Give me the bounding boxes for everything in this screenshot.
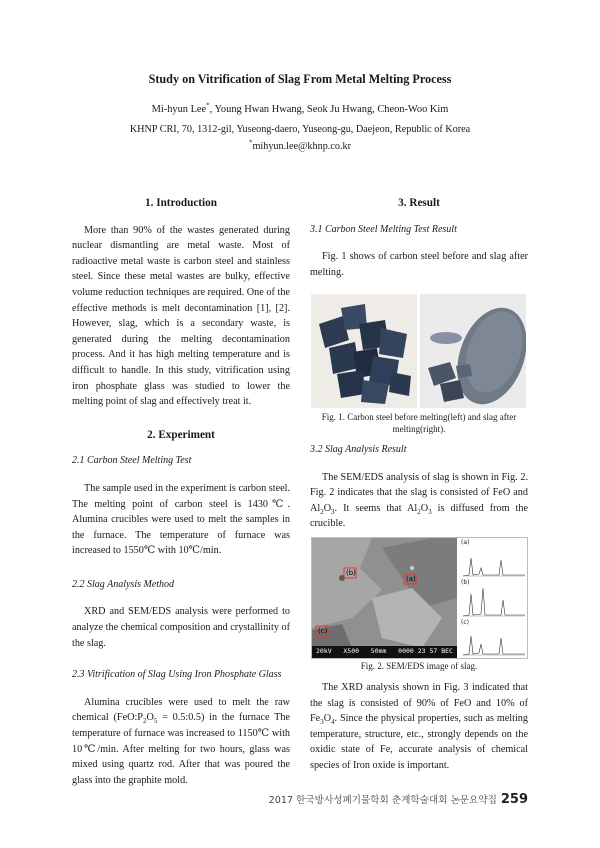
eds-label-b: (b) (461, 579, 470, 586)
section-2-3-paragraph: Alumina crucibles were used to melt the raw chemical ($FeO:P_2O_5$ = 0.5:0.5) in the furnace The temperature of furnace was increased to 1150℃ with 10℃/min. After melting for two hours, glass was mixed using quartz rod. After that was poured the glass into the graphite mold. (72, 696, 291, 786)
fig2-sem-eds-figure (311, 537, 528, 659)
sem-scalebar-text: 20kV X500 50mm 0000 23 57 BEC (316, 647, 453, 655)
eds-spectra-plots (459, 538, 527, 658)
affiliation: KHNP CRI, 70, 1312-gil, Yuseong-daero, Yuseong-gu, Daejeon, Republic of Korea (129, 124, 471, 135)
page-footer (269, 792, 528, 807)
authors (0, 101, 600, 115)
fig1-slag-photo (420, 294, 526, 408)
right-column-bottom (310, 680, 528, 774)
fig1-carbon-steel-photo (311, 294, 417, 408)
sem-label-c: (c) (318, 627, 328, 635)
right-column-lower (310, 442, 528, 532)
xrd-paragraph: The XRD analysis shown in Fig. 3 indicated that the slag is consisted of 90% of FeO and 10% of $Fe_3O_4$. Since the physical properties, such as melting temperature, structure, etc., strongly depends on the oxidic state of Fe, accurate analysis of chemical species of Iron oxide is important. (310, 682, 528, 771)
first-author: Mi-hyun Lee (151, 104, 207, 115)
page-number: 259 (500, 792, 528, 807)
section-2-2-heading: 2.2 Slag Analysis Method (72, 578, 175, 590)
sem-label-a: (a) (406, 575, 416, 583)
section-2-3-heading: 2.3 Vitrification of Slag Using Iron Phosphate Glass (72, 669, 282, 681)
section-2-1-heading: 2.1 Carbon Steel Melting Test (72, 455, 192, 467)
right-column (310, 196, 528, 280)
email (0, 138, 600, 152)
section-3-2-paragraph: The SEM/EDS analysis of slag is shown in Fig. 2. Fig. 2 indicates that the slag is consisted of FeO and $Al_2O_3$. It seems that $Al_2O_3$ is diffused from the crucible. (310, 471, 528, 530)
experiment-heading: 2. Experiment (147, 428, 215, 441)
section-2-2-paragraph: XRD and SEM/EDS analysis were performed to analyze the chemical composition and crystallinity of the slag. (72, 606, 290, 649)
eds-label-c: (c) (461, 619, 469, 626)
email-mark: * (248, 138, 253, 147)
intro-paragraph: More than 90% of the wastes generated during nuclear dismantling are metal waste. Most of radioactive metal waste is carbon steel and stainless steel. Since these metal wastes are bulky, effective volume reduction techniques are required. One of the effective methods is melt decontamination [1], [2]. However, slag, which is a secondary waste, is generated during the melting decontamination process. And it has high melting temperature and is difficult to handle. In this study, vitrification using iron phosphate glass was studied to lower the melting point of slag and effectively treat it. (72, 224, 290, 408)
section-3-1-heading: 3.1 Carbon Steel Melting Test Result (310, 223, 457, 235)
eds-spectra (459, 538, 527, 658)
fig1-caption: Fig. 1. Carbon steel before melting(left) and slag after melting(right). (321, 412, 517, 434)
email-address: mihyun.lee@khnp.co.kr (252, 141, 351, 152)
corresponding-mark: * (206, 101, 210, 110)
sem-micrograph (312, 538, 457, 658)
fig2-caption: Fig. 2. SEM/EDS image of slag. (360, 661, 478, 671)
section-3-2-heading: 3.2 Slag Analysis Result (310, 444, 407, 455)
intro-heading: 1. Introduction (145, 197, 217, 209)
eds-label-a: (a) (461, 539, 470, 546)
result-heading: 3. Result (398, 197, 440, 209)
section-3-1-paragraph: Fig. 1 shows of carbon steel before and slag after melting. (310, 251, 528, 278)
section-2-1-paragraph: The sample used in the experiment is carbon steel. The melting point of carbon steel is 1430℃. Alumina crucibles were used to melt the samples in the furnace. The temperature of furnace was increased to 1550℃ with 10℃/min. (72, 482, 290, 557)
left-column (72, 196, 290, 788)
carbon-steel-pieces-image (311, 294, 417, 408)
footer-proceedings-title: 2017 한국방사성폐기물학회 춘계학술대회 논문요약집 (268, 795, 497, 806)
other-authors: , Young Hwan Hwang, Seok Ju Hwang, Cheon-Woo Kim (209, 104, 449, 115)
slag-image (420, 294, 526, 408)
paper-title: Study on Vitrification of Slag From Metal Melting Process (148, 72, 452, 86)
sem-label-b: (b) (346, 569, 356, 577)
sem-image (312, 538, 457, 658)
